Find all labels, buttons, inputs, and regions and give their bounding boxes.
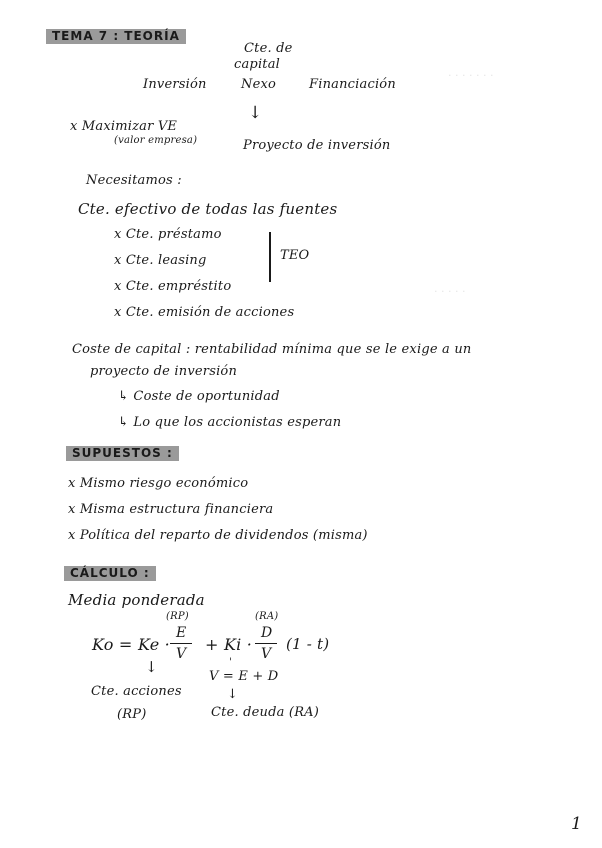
- supuestos-heading: SUPUESTOS :: [66, 446, 179, 461]
- cte-acciones-label: Cte. acciones: [91, 684, 182, 699]
- ra-annotation: (RA): [255, 611, 279, 622]
- fuente-item: x Cte. empréstito: [114, 279, 232, 294]
- faded-text: · · · · · · ·: [448, 69, 494, 82]
- teo-label: TEO: [280, 248, 310, 263]
- calculo-heading: CÁLCULO :: [64, 566, 156, 581]
- page-title: TEMA 7 : TEORÍA: [46, 29, 186, 44]
- rp-label: (RP): [117, 707, 147, 722]
- fraction-e-numerator: E: [176, 625, 187, 641]
- proyecto-inversion-label: Proyecto de inversión: [243, 138, 391, 153]
- fraction-bar-equity: [170, 643, 192, 644]
- v-equals-e-plus-d: V = E + D: [209, 669, 279, 684]
- ko-symbol: Ko =: [92, 635, 133, 654]
- ke-symbol: Ke ·: [138, 635, 170, 654]
- coste-capital-definition: Coste de capital : rentabilidad mínima que se le exige a un: [72, 342, 472, 357]
- tax-factor: (1 - t): [286, 635, 330, 653]
- necesitamos-label: Necesitamos :: [86, 173, 182, 188]
- coste-oportunidad-item: ↳ Coste de oportunidad: [118, 389, 280, 404]
- fuente-item: x Cte. leasing: [114, 253, 207, 268]
- down-arrow-icon: ↓: [227, 687, 239, 702]
- ki-symbol: Ki ·: [224, 635, 253, 654]
- down-arrow-icon: ↓: [248, 103, 263, 123]
- supuesto-item: x Misma estructura financiera: [68, 502, 274, 517]
- media-ponderada-label: Media ponderada: [68, 591, 205, 609]
- cte-deuda-label: Cte. deuda (RA): [211, 705, 320, 720]
- nexo-label: Nexo: [241, 77, 277, 92]
- coste-capital-definition-cont: proyecto de inversión: [90, 364, 238, 379]
- fuente-item: x Cte. préstamo: [114, 227, 222, 242]
- supuesto-item: x Mismo riesgo económico: [68, 476, 249, 491]
- plus-sign: +: [205, 635, 219, 654]
- capital-label: capital: [234, 57, 281, 72]
- fraction-v-denominator: V: [176, 646, 187, 662]
- cte-efectivo-line: Cte. efectivo de todas las fuentes: [78, 200, 338, 218]
- faded-text: · · · · ·: [434, 285, 466, 298]
- page-number: 1: [571, 814, 583, 834]
- financiacion-label: Financiación: [309, 77, 396, 92]
- valor-empresa-note: (valor empresa): [114, 135, 198, 146]
- accionistas-item: ↳ Lo que los accionistas esperan: [118, 415, 342, 430]
- fuente-item: x Cte. emisión de acciones: [114, 305, 295, 320]
- cte-de-label: Cte. de: [244, 41, 293, 56]
- down-arrow-icon: ↓: [145, 658, 158, 676]
- inversion-label: Inversión: [143, 77, 207, 92]
- supuesto-item: x Política del reparto de dividendos (misma): [68, 528, 368, 543]
- fraction-v-denominator: V: [261, 646, 272, 662]
- maximizar-ve-item: x Maximizar VE: [70, 119, 178, 134]
- tick-mark: ': [229, 657, 232, 668]
- brace-line: [269, 232, 271, 282]
- rp-annotation: (RP): [166, 611, 189, 622]
- fraction-d-numerator: D: [261, 625, 273, 641]
- fraction-bar-debt: [255, 643, 277, 644]
